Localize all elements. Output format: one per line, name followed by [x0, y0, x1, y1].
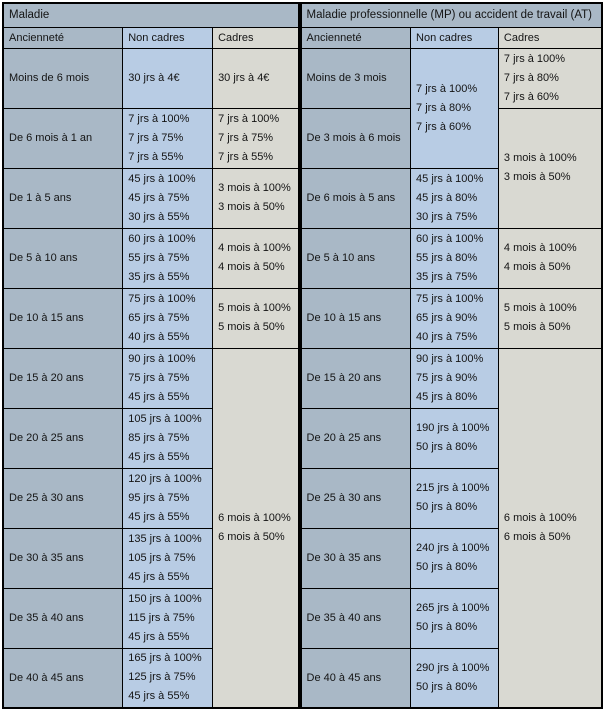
maladie-col-header-non-cadres: Non cadres: [123, 27, 213, 48]
table-row: [3, 288, 299, 348]
cell-line: 3 mois à 100%: [503, 152, 577, 164]
cell-line: 30 jrs à 4€: [218, 71, 270, 84]
cell-line: 290 jrs à 100%: [416, 661, 490, 674]
cell-line: 6 mois à 50%: [218, 530, 285, 543]
non-cadres-cell: [411, 588, 499, 648]
cell-line: 35 jrs à 75%: [416, 270, 478, 283]
anciennete-cell: De 40 à 45 ans: [3, 648, 123, 708]
non-cadres-cell: [123, 528, 213, 588]
anciennete-cell: De 10 à 15 ans: [3, 288, 123, 348]
cell-line: 7 jrs à 60%: [416, 120, 472, 133]
cell-line: 4 mois à 100%: [503, 242, 577, 254]
non-cadres-cell: [411, 48, 499, 168]
anciennete-cell: De 25 à 30 ans: [301, 468, 411, 528]
anciennete-cell: De 20 à 25 ans: [3, 408, 123, 468]
cell-line: 4 mois à 50%: [503, 261, 571, 273]
table-row: [3, 348, 299, 408]
non-cadres-cell: [123, 288, 213, 348]
non-cadres-cell: [123, 108, 213, 168]
anciennete-cell: De 25 à 30 ans: [3, 468, 123, 528]
anciennete-cell: Moins de 3 mois: [301, 48, 411, 108]
maladie-col-header-anciennete: Ancienneté: [3, 27, 123, 48]
cell-line: 45 jrs à 80%: [416, 390, 478, 403]
anciennete-cell: De 15 à 20 ans: [3, 348, 123, 408]
cadres-cell: [213, 288, 299, 348]
cell-line: 45 jrs à 55%: [128, 570, 190, 583]
non-cadres-cell: [123, 588, 213, 648]
cell-line: 45 jrs à 80%: [416, 191, 478, 204]
maladie-table-body: [3, 48, 299, 708]
mp-at-col-header-non-cadres: Non cadres: [411, 27, 499, 48]
cell-line: 65 jrs à 90%: [416, 311, 478, 324]
cell-line: 7 jrs à 80%: [503, 71, 559, 84]
cadres-cell: [213, 348, 299, 708]
anciennete-cell: De 15 à 20 ans: [301, 348, 411, 408]
cell-line: 90 jrs à 100%: [416, 352, 484, 365]
cell-line: 6 mois à 100%: [503, 511, 577, 524]
cell-line: 5 mois à 50%: [218, 321, 285, 333]
cell-line: 4 mois à 100%: [218, 242, 291, 254]
cell-line: 215 jrs à 100%: [416, 482, 490, 494]
cell-line: 3 mois à 50%: [503, 171, 571, 183]
cell-line: 6 mois à 50%: [503, 530, 571, 543]
cell-line: 3 mois à 100%: [218, 182, 291, 194]
cell-line: 50 jrs à 80%: [416, 680, 478, 693]
cell-line: 5 mois à 100%: [218, 302, 291, 314]
cell-line: 150 jrs à 100%: [128, 592, 202, 605]
cell-line: 45 jrs à 55%: [128, 510, 190, 523]
cell-line: 3 mois à 50%: [218, 201, 285, 213]
cell-line: 75 jrs à 100%: [416, 292, 484, 305]
mp-at-header-row: [301, 27, 602, 48]
cell-line: 30 jrs à 4€: [128, 71, 180, 84]
cell-line: 50 jrs à 80%: [416, 501, 478, 513]
cell-line: 90 jrs à 100%: [128, 352, 196, 365]
cell-line: 105 jrs à 100%: [128, 412, 202, 425]
non-cadres-cell: [123, 168, 213, 228]
maladie-table: [2, 2, 300, 709]
cell-line: 60 jrs à 100%: [416, 232, 484, 245]
cadres-cell: [213, 168, 299, 228]
anciennete-cell: De 30 à 35 ans: [3, 528, 123, 588]
table-row: [3, 168, 299, 228]
mp-at-section-row: [301, 3, 602, 27]
mp-at-col-header-cadres: Cadres: [498, 27, 602, 48]
cadres-cell: [213, 228, 299, 288]
non-cadres-cell: [123, 468, 213, 528]
cell-line: 50 jrs à 80%: [416, 441, 478, 453]
non-cadres-cell: [123, 348, 213, 408]
table-row: [301, 288, 602, 348]
cell-line: 7 jrs à 100%: [416, 82, 478, 95]
non-cadres-cell: [411, 168, 499, 228]
non-cadres-cell: [411, 408, 499, 468]
table-row: [3, 48, 299, 108]
non-cadres-cell: [123, 648, 213, 708]
cell-line: 265 jrs à 100%: [416, 602, 490, 614]
cadres-cell: [498, 108, 602, 228]
maladie-header-row: [3, 27, 299, 48]
maladie-col-header-cadres: Cadres: [213, 27, 299, 48]
mp-at-col-header-anciennete: Ancienneté: [301, 27, 411, 48]
cadres-cell: [498, 288, 602, 348]
cell-line: 105 jrs à 75%: [128, 551, 196, 564]
cell-line: 7 jrs à 55%: [128, 150, 184, 163]
anciennete-cell: De 1 à 5 ans: [3, 168, 123, 228]
non-cadres-cell: [411, 348, 499, 408]
non-cadres-cell: [411, 528, 499, 588]
cadres-cell: [498, 228, 602, 288]
non-cadres-cell: [123, 408, 213, 468]
cell-line: 85 jrs à 75%: [128, 431, 190, 444]
cell-line: 7 jrs à 60%: [503, 90, 559, 103]
non-cadres-cell: [411, 288, 499, 348]
cell-line: 135 jrs à 100%: [128, 532, 202, 545]
cell-line: 75 jrs à 90%: [416, 371, 478, 384]
cell-line: 4 mois à 50%: [218, 261, 285, 273]
non-cadres-cell: [123, 228, 213, 288]
cell-line: 7 jrs à 80%: [416, 101, 472, 114]
anciennete-cell: De 35 à 40 ans: [3, 588, 123, 648]
anciennete-cell: De 30 à 35 ans: [301, 528, 411, 588]
cell-line: 35 jrs à 55%: [128, 270, 190, 283]
anciennete-cell: De 6 mois à 1 an: [3, 108, 123, 168]
cell-line: 30 jrs à 75%: [416, 210, 478, 223]
cell-line: 45 jrs à 75%: [128, 191, 190, 204]
table-row: [3, 228, 299, 288]
non-cadres-cell: [411, 228, 499, 288]
cell-line: 45 jrs à 55%: [128, 690, 190, 703]
mp-at-section-title: Maladie professionnelle (MP) ou accident de travail (AT): [301, 3, 602, 27]
mp-at-table-body: [301, 48, 602, 708]
cell-line: 45 jrs à 100%: [416, 172, 484, 185]
anciennete-cell: De 20 à 25 ans: [301, 408, 411, 468]
table-row: [301, 48, 602, 108]
cell-line: 125 jrs à 75%: [128, 671, 196, 684]
cell-line: 40 jrs à 55%: [128, 330, 190, 343]
cell-line: 40 jrs à 75%: [416, 330, 478, 343]
table-row: [301, 228, 602, 288]
cadres-cell: [498, 48, 602, 108]
table-row: [3, 108, 299, 168]
table-row: [301, 348, 602, 408]
cell-line: 50 jrs à 80%: [416, 621, 478, 633]
maladie-section-row: [3, 3, 299, 27]
non-cadres-cell: [123, 48, 213, 108]
anciennete-cell: De 35 à 40 ans: [301, 588, 411, 648]
cell-line: 5 mois à 50%: [503, 321, 571, 333]
anciennete-cell: De 5 à 10 ans: [301, 228, 411, 288]
cell-line: 45 jrs à 55%: [128, 450, 190, 463]
cell-line: 75 jrs à 75%: [128, 371, 190, 384]
cell-line: 65 jrs à 75%: [128, 311, 190, 324]
cell-line: 6 mois à 100%: [218, 511, 291, 524]
cell-line: 240 jrs à 100%: [416, 542, 490, 554]
cell-line: 165 jrs à 100%: [128, 652, 202, 665]
cell-line: 95 jrs à 75%: [128, 491, 190, 504]
cell-line: 45 jrs à 55%: [128, 630, 190, 643]
anciennete-cell: De 3 mois à 6 mois: [301, 108, 411, 168]
cell-line: 7 jrs à 100%: [218, 112, 280, 125]
cell-line: 30 jrs à 55%: [128, 210, 190, 223]
non-cadres-cell: [411, 468, 499, 528]
cell-line: 7 jrs à 75%: [128, 131, 184, 144]
anciennete-cell: De 5 à 10 ans: [3, 228, 123, 288]
cell-line: 75 jrs à 100%: [128, 292, 196, 305]
anciennete-cell: Moins de 6 mois: [3, 48, 123, 108]
cell-line: 55 jrs à 80%: [416, 251, 478, 264]
cell-line: 7 jrs à 55%: [218, 150, 274, 163]
cell-line: 7 jrs à 75%: [218, 131, 274, 144]
cell-line: 7 jrs à 100%: [128, 112, 190, 125]
cell-line: 45 jrs à 55%: [128, 390, 190, 403]
cell-line: 60 jrs à 100%: [128, 232, 196, 245]
anciennete-cell: De 10 à 15 ans: [301, 288, 411, 348]
cell-line: 55 jrs à 75%: [128, 251, 190, 264]
anciennete-cell: De 6 mois à 5 ans: [301, 168, 411, 228]
cadres-cell: [213, 108, 299, 168]
cell-line: 45 jrs à 100%: [128, 172, 196, 185]
maladie-professionnelle-table: [300, 2, 603, 709]
anciennete-cell: De 40 à 45 ans: [301, 648, 411, 708]
non-cadres-cell: [411, 648, 499, 708]
cell-line: 120 jrs à 100%: [128, 472, 202, 485]
cell-line: 115 jrs à 75%: [128, 611, 195, 624]
cell-line: 50 jrs à 80%: [416, 561, 478, 573]
maladie-section-title: Maladie: [3, 3, 299, 27]
cadres-cell: [498, 348, 602, 708]
cell-line: 190 jrs à 100%: [416, 422, 490, 434]
cell-line: 7 jrs à 100%: [503, 52, 566, 65]
cell-line: 5 mois à 100%: [503, 302, 577, 314]
cadres-cell: [213, 48, 299, 108]
